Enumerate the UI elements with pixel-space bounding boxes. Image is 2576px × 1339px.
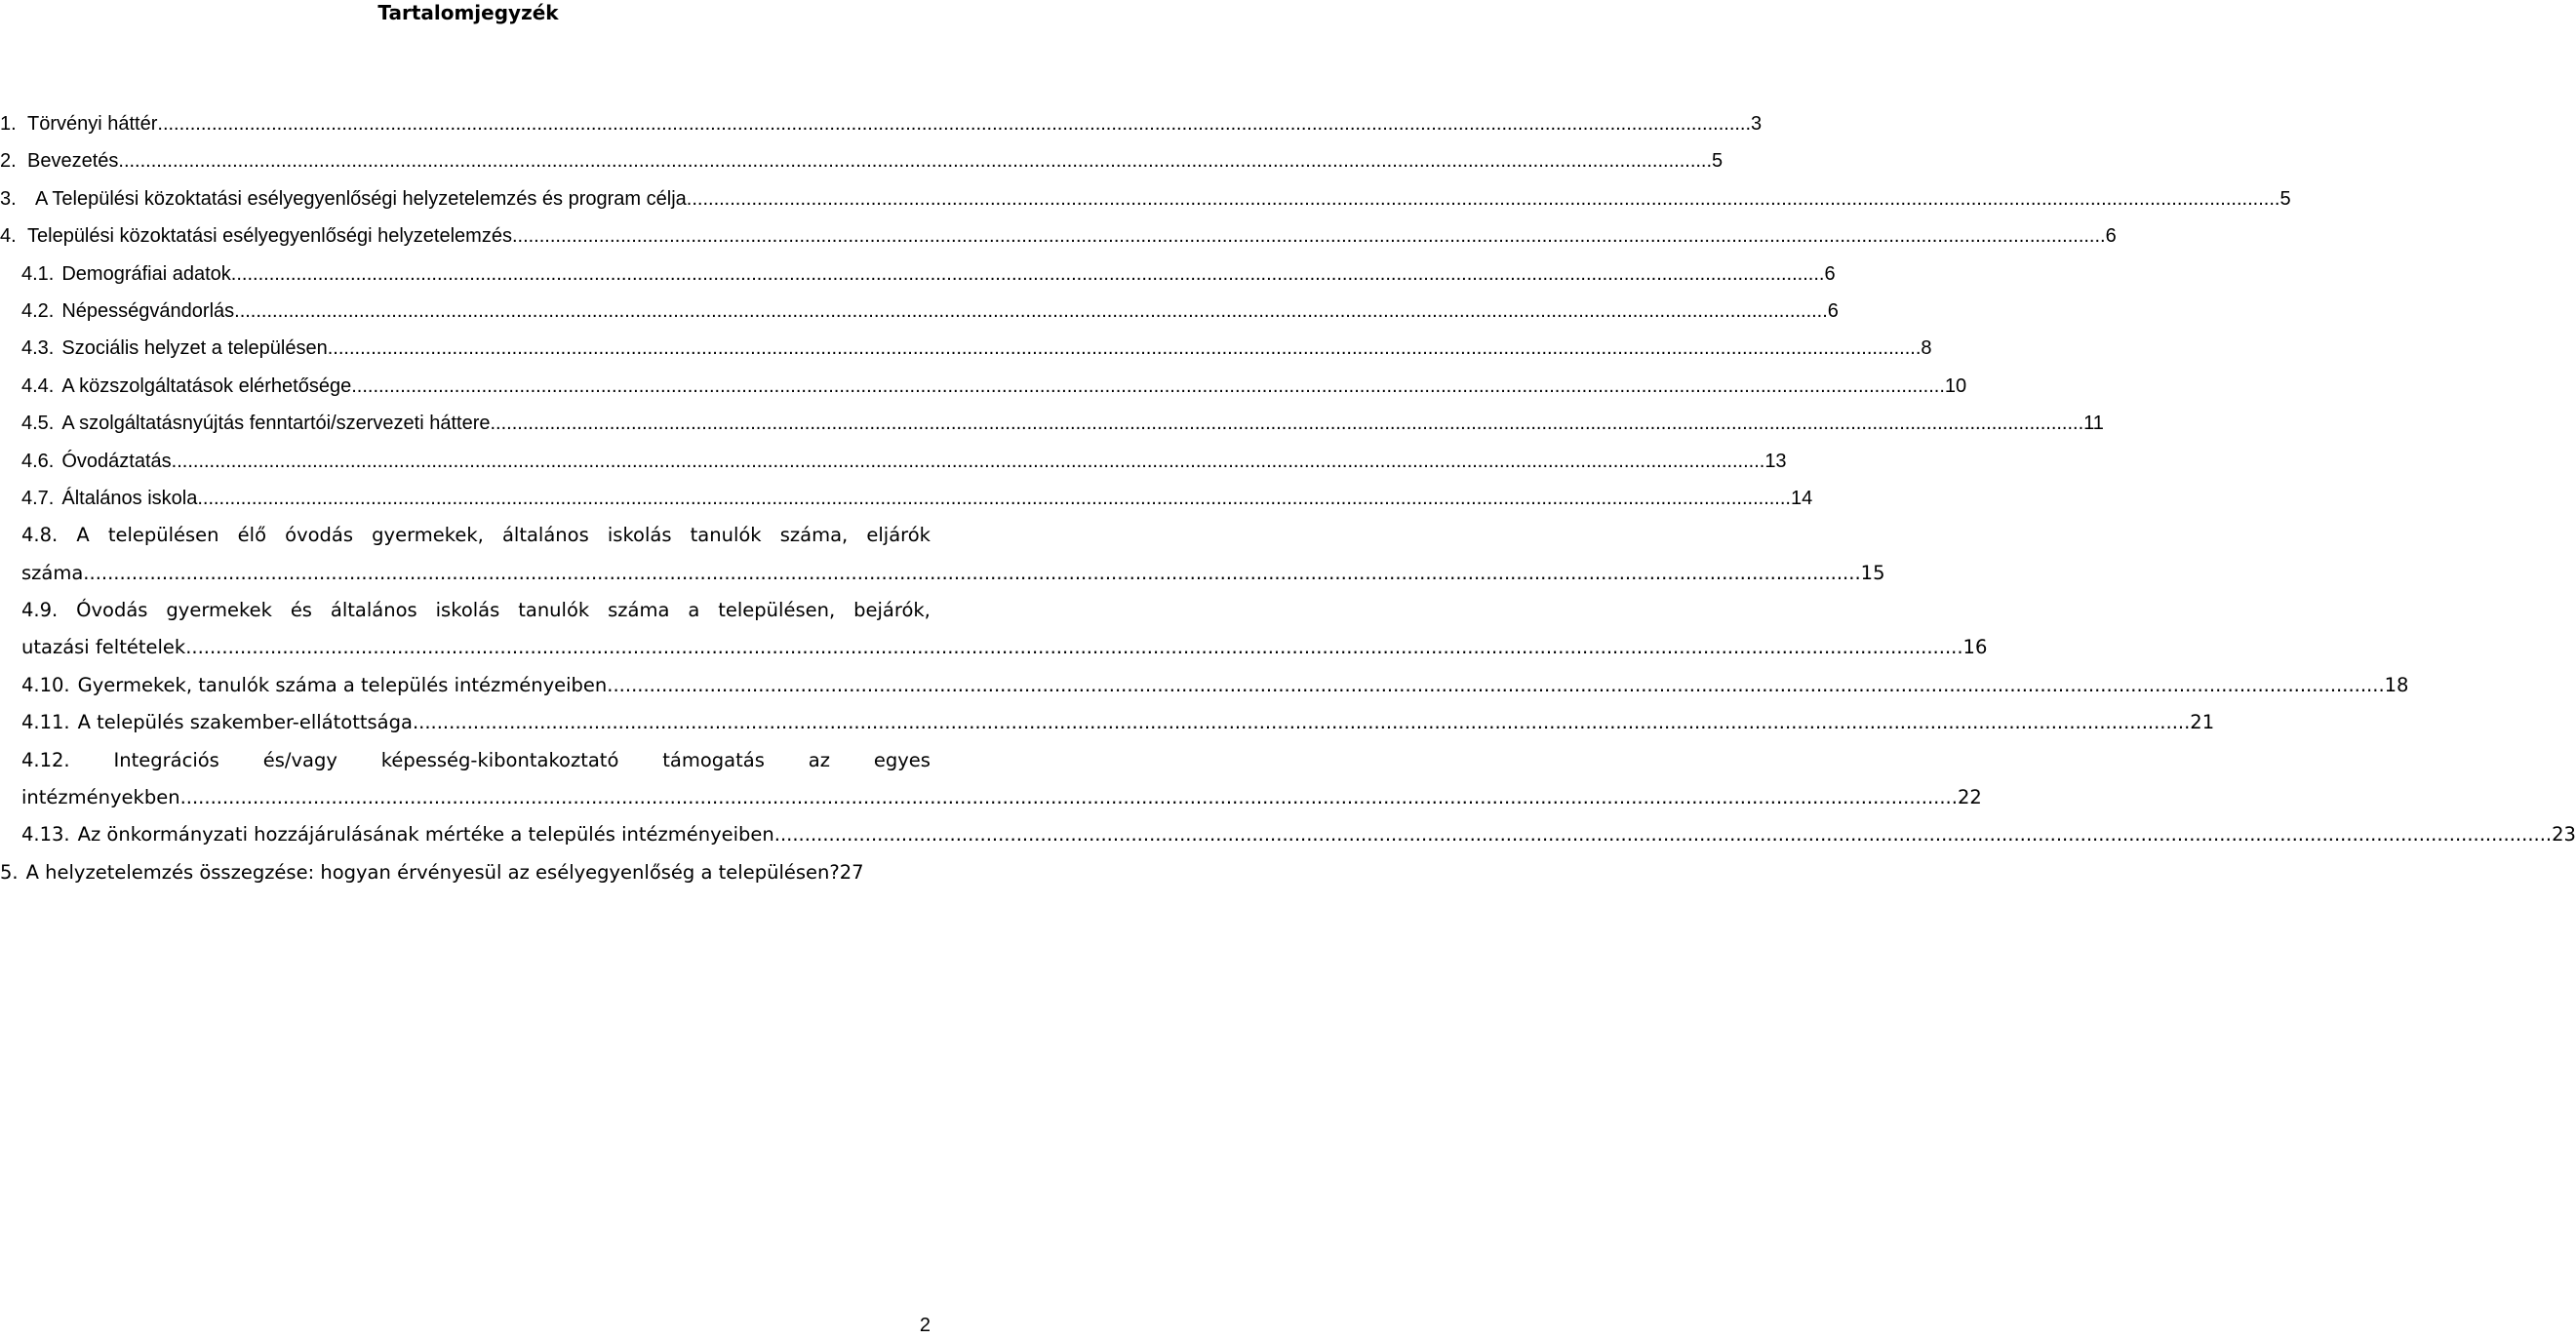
table-of-contents	[0, 105, 2576, 891]
toc-entry-4-9-line2[interactable]	[0, 629, 1988, 666]
toc-label: Bevezetés	[27, 150, 119, 173]
toc-word: A	[76, 524, 90, 547]
toc-entry-3[interactable]	[0, 180, 2291, 217]
toc-leader-dots	[180, 779, 1958, 816]
toc-leader-dots	[157, 105, 1751, 142]
page-number: 2	[919, 1315, 931, 1336]
toc-word: és/vagy	[262, 748, 337, 771]
toc-leader-dots	[687, 180, 2280, 217]
toc-label: Népességvándorlás	[61, 299, 235, 322]
toc-word: településen,	[718, 599, 836, 622]
toc-leader-dots	[512, 217, 2106, 255]
toc-entry-4-11[interactable]	[0, 704, 2215, 741]
toc-word: száma	[608, 599, 670, 622]
toc-word: száma,	[779, 524, 849, 547]
toc-leader-dots	[172, 443, 1765, 480]
toc-number: 4.13.	[21, 823, 70, 847]
toc-word: iskolás	[607, 524, 672, 547]
toc-word: általános	[501, 524, 589, 547]
toc-word: általános	[330, 599, 417, 622]
toc-page-number: 13	[1764, 450, 1787, 472]
toc-label: A szolgáltatásnyújtás fenntartói/szervezeti háttere	[61, 413, 491, 435]
toc-page-number: 6	[1827, 299, 1839, 322]
toc-word: iskolás	[435, 599, 500, 622]
toc-number: 4.1.	[21, 262, 55, 285]
toc-label: száma	[21, 561, 84, 584]
toc-leader-dots	[351, 368, 1945, 405]
toc-page-number: 14	[1790, 487, 1813, 509]
toc-number: 4.6.	[21, 450, 55, 472]
toc-page-number: 5	[1712, 150, 1724, 173]
toc-page-number: 22	[1957, 786, 1982, 809]
toc-page-number: 15	[1860, 561, 1885, 584]
toc-entry-4-7[interactable]	[0, 480, 1813, 517]
toc-entry-4-13[interactable]	[0, 816, 2576, 853]
toc-page-number: 8	[1921, 337, 1932, 360]
toc-page-number: 18	[2384, 673, 2409, 696]
toc-entry-2[interactable]	[0, 142, 1724, 179]
toc-leader-dots	[83, 555, 1860, 592]
toc-word: a	[688, 599, 700, 622]
toc-label: Szociális helyzet a településen	[61, 337, 328, 360]
toc-word: egyes	[873, 748, 931, 771]
toc-page-number: 5	[2279, 187, 2291, 210]
toc-word: 4.9.	[21, 599, 59, 622]
toc-number: 5.	[0, 860, 19, 884]
toc-label: Általános iskola	[61, 487, 198, 509]
toc-leader-dots	[491, 405, 2084, 442]
toc-label: A helyzetelemzés összegzése: hogyan érvényesül az esélyegyenlőség a településen?	[25, 860, 840, 884]
toc-leader-dots	[234, 293, 1828, 330]
toc-label: A Települési közoktatási esélyegyenlőségi helyzetelemzés és program célja	[35, 187, 687, 210]
toc-page-number: 6	[1824, 262, 1836, 285]
toc-word: településen	[107, 524, 219, 547]
toc-label: Gyermekek, tanulók száma a település intézményeiben	[77, 673, 608, 696]
toc-word: eljárók	[866, 524, 931, 547]
toc-entry-4-4[interactable]	[0, 368, 1967, 405]
toc-leader-dots	[185, 629, 1962, 666]
toc-page-number: 10	[1944, 374, 1967, 397]
toc-page-number: 3	[1751, 113, 1763, 135]
toc-word: az	[808, 748, 830, 771]
toc-word: tanulók	[518, 599, 590, 622]
toc-number: 4.2.	[21, 299, 55, 322]
toc-entry-4-12-line1[interactable]	[0, 742, 931, 779]
toc-word: támogatás	[662, 748, 765, 771]
toc-page-number: 27	[839, 860, 864, 884]
toc-entry-4-12-line2[interactable]	[0, 779, 1982, 816]
toc-entry-4[interactable]	[0, 217, 2117, 255]
toc-leader-dots	[328, 330, 1922, 367]
toc-number: 4.10.	[21, 673, 70, 696]
toc-entry-4-3[interactable]	[0, 330, 1932, 367]
toc-word: képesség-kibontakoztató	[380, 748, 619, 771]
toc-entry-4-9-line1[interactable]	[0, 592, 931, 629]
toc-label: Települési közoktatási esélyegyenlőségi helyzetelemzés	[27, 225, 512, 248]
toc-word: Óvodás	[76, 599, 148, 622]
page-title: Tartalomjegyzék	[377, 1, 559, 24]
toc-number: 4.	[0, 225, 17, 248]
toc-number: 4.4.	[21, 374, 55, 397]
toc-entry-1[interactable]	[0, 105, 1763, 142]
toc-entry-4-8-line1[interactable]	[0, 517, 931, 554]
toc-leader-dots	[118, 142, 1712, 179]
toc-word: gyermekek	[166, 599, 272, 622]
toc-word: óvodás	[285, 524, 354, 547]
toc-page-number: 6	[2105, 225, 2117, 248]
toc-word: 4.8.	[21, 524, 59, 547]
toc-entry-4-2[interactable]	[0, 293, 1839, 330]
toc-label: Törvényi háttér	[27, 113, 158, 135]
toc-page-number: 23	[2552, 823, 2576, 847]
toc-label: utazási feltételek	[21, 636, 186, 659]
toc-number: 4.11.	[21, 711, 70, 734]
toc-label: Óvodáztatás	[61, 450, 172, 472]
toc-entry-4-10[interactable]	[0, 667, 2409, 704]
toc-word: és	[290, 599, 312, 622]
toc-word: bejárók,	[853, 599, 931, 622]
toc-leader-dots	[231, 256, 1825, 293]
toc-word: tanulók	[690, 524, 762, 547]
toc-label: intézményekben	[21, 786, 180, 809]
toc-label: A közszolgáltatások elérhetősége	[61, 374, 352, 397]
toc-entry-4-6[interactable]	[0, 443, 1787, 480]
toc-entry-4-5[interactable]	[0, 405, 2104, 442]
toc-number: 1.	[0, 113, 17, 135]
toc-number: 4.3.	[21, 337, 55, 360]
toc-label: Demográfiai adatok	[61, 262, 231, 285]
toc-page-number: 16	[1962, 636, 1988, 659]
toc-entry-4-1[interactable]	[0, 256, 1836, 293]
toc-number: 2.	[0, 150, 17, 173]
toc-page-number: 11	[2083, 413, 2104, 435]
toc-word: gyermekek,	[372, 524, 484, 547]
toc-word: élő	[237, 524, 267, 547]
toc-leader-dots	[197, 480, 1791, 517]
toc-word: Integrációs	[113, 748, 219, 771]
toc-word: 4.12.	[21, 748, 70, 771]
toc-leader-dots	[413, 704, 2190, 741]
toc-entry-5[interactable]	[0, 854, 931, 891]
toc-number: 3.	[0, 187, 17, 210]
toc-number: 4.5.	[21, 413, 55, 435]
toc-number: 4.7.	[21, 487, 55, 509]
toc-leader-dots	[774, 816, 2552, 853]
toc-entry-4-8-line2[interactable]	[0, 555, 1885, 592]
toc-label: Az önkormányzati hozzájárulásának mértéke a település intézményeiben	[77, 823, 774, 847]
toc-leader-dots	[607, 667, 2384, 704]
toc-label: A település szakember-ellátottsága	[77, 711, 413, 734]
toc-page-number: 21	[2190, 711, 2215, 734]
